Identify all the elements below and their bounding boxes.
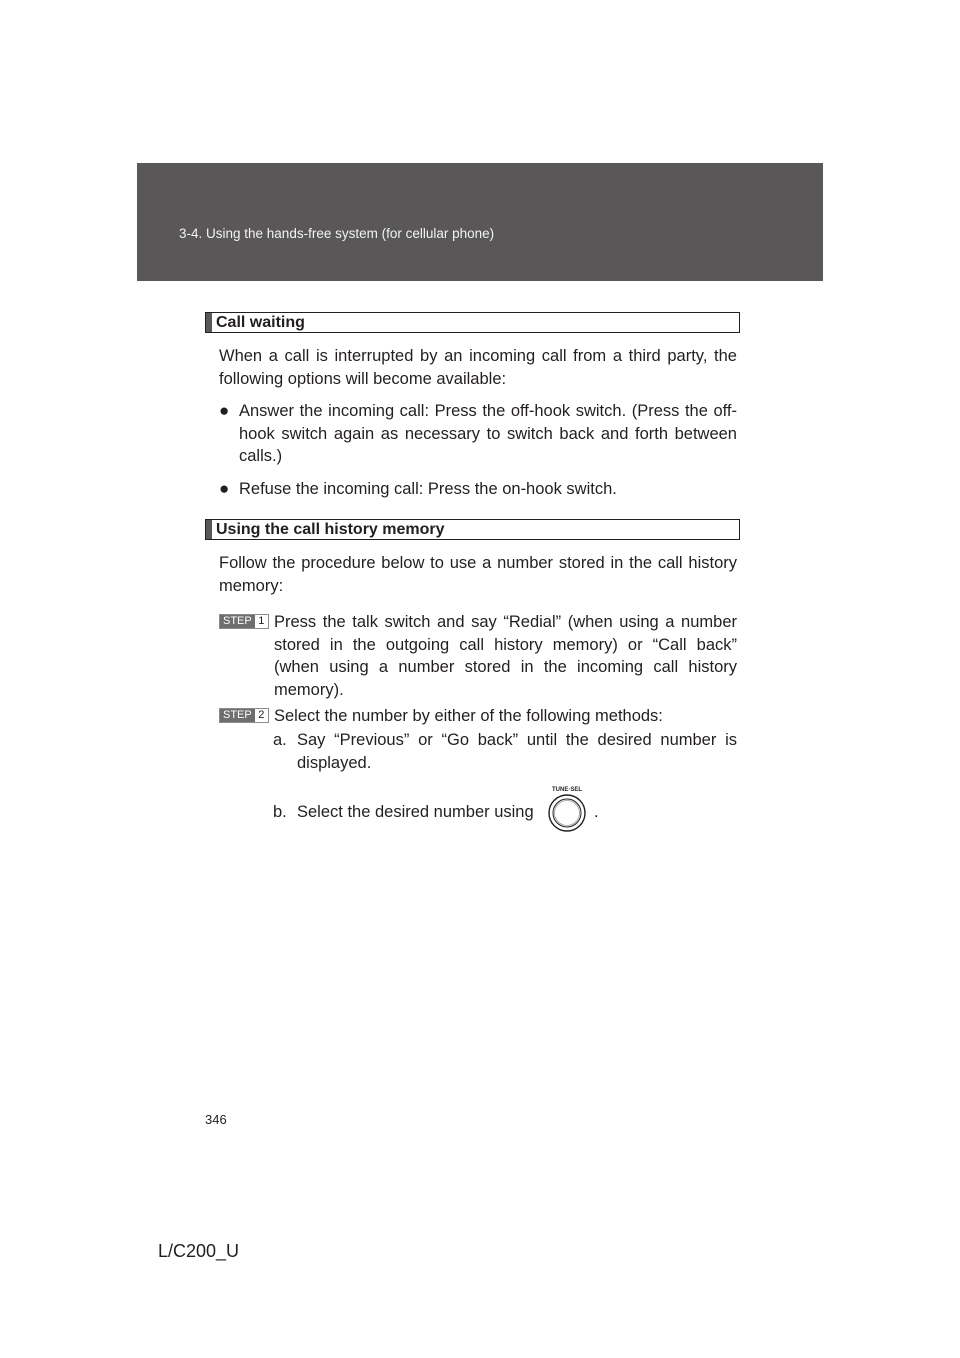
heading-title: Using the call history memory — [216, 520, 445, 538]
heading-title: Call waiting — [216, 313, 305, 331]
header-band — [137, 163, 823, 281]
call-history-intro: Follow the procedure below to use a number stored in the call history memory: — [219, 554, 737, 595]
step-label: STEP — [220, 709, 255, 722]
step-badge-2 — [219, 708, 269, 723]
bullet-icon: ● — [219, 479, 230, 498]
method-a-marker: a. — [273, 731, 287, 749]
model-code: L/C200_U — [158, 1241, 240, 1261]
method-b-marker: b. — [273, 803, 287, 821]
step-number: 1 — [258, 615, 265, 627]
step-1-text: Press the talk switch and say “Redial” (when using a number stored in the outgoing call history memory) or “Call back” (when using a number stored in the incoming call history memory). — [274, 613, 737, 699]
call-waiting-intro: When a call is interrupted by an incoming call from a third party, the following options will become available: — [219, 347, 737, 388]
bullet-refuse-call: Refuse the incoming call: Press the on-hook switch. — [239, 480, 617, 498]
knob-label: TUNE·SEL — [552, 787, 582, 793]
tune-sel-knob-icon — [545, 785, 589, 833]
bullet-answer-call: Answer the incoming call: Press the off-hook switch. (Press the off-hook switch again as necessary to switch back and forth between calls.) — [239, 402, 737, 465]
bullet-icon: ● — [219, 401, 230, 420]
section-title: 3-4. Using the hands-free system (for cellular phone) — [179, 226, 495, 241]
section-heading-call-history — [205, 519, 740, 540]
method-a-text: Say “Previous” or “Go back” until the desired number is displayed. — [297, 731, 737, 772]
step-badge-1 — [219, 614, 269, 629]
page-number: 346 — [205, 1112, 227, 1127]
method-b-text: Select the desired number using — [297, 803, 534, 821]
section-heading-call-waiting — [205, 312, 740, 333]
step-number: 2 — [258, 709, 265, 721]
method-b-suffix: . — [594, 803, 599, 821]
step-label: STEP — [220, 615, 255, 628]
step-2-text: Select the number by either of the following methods: — [274, 707, 663, 725]
